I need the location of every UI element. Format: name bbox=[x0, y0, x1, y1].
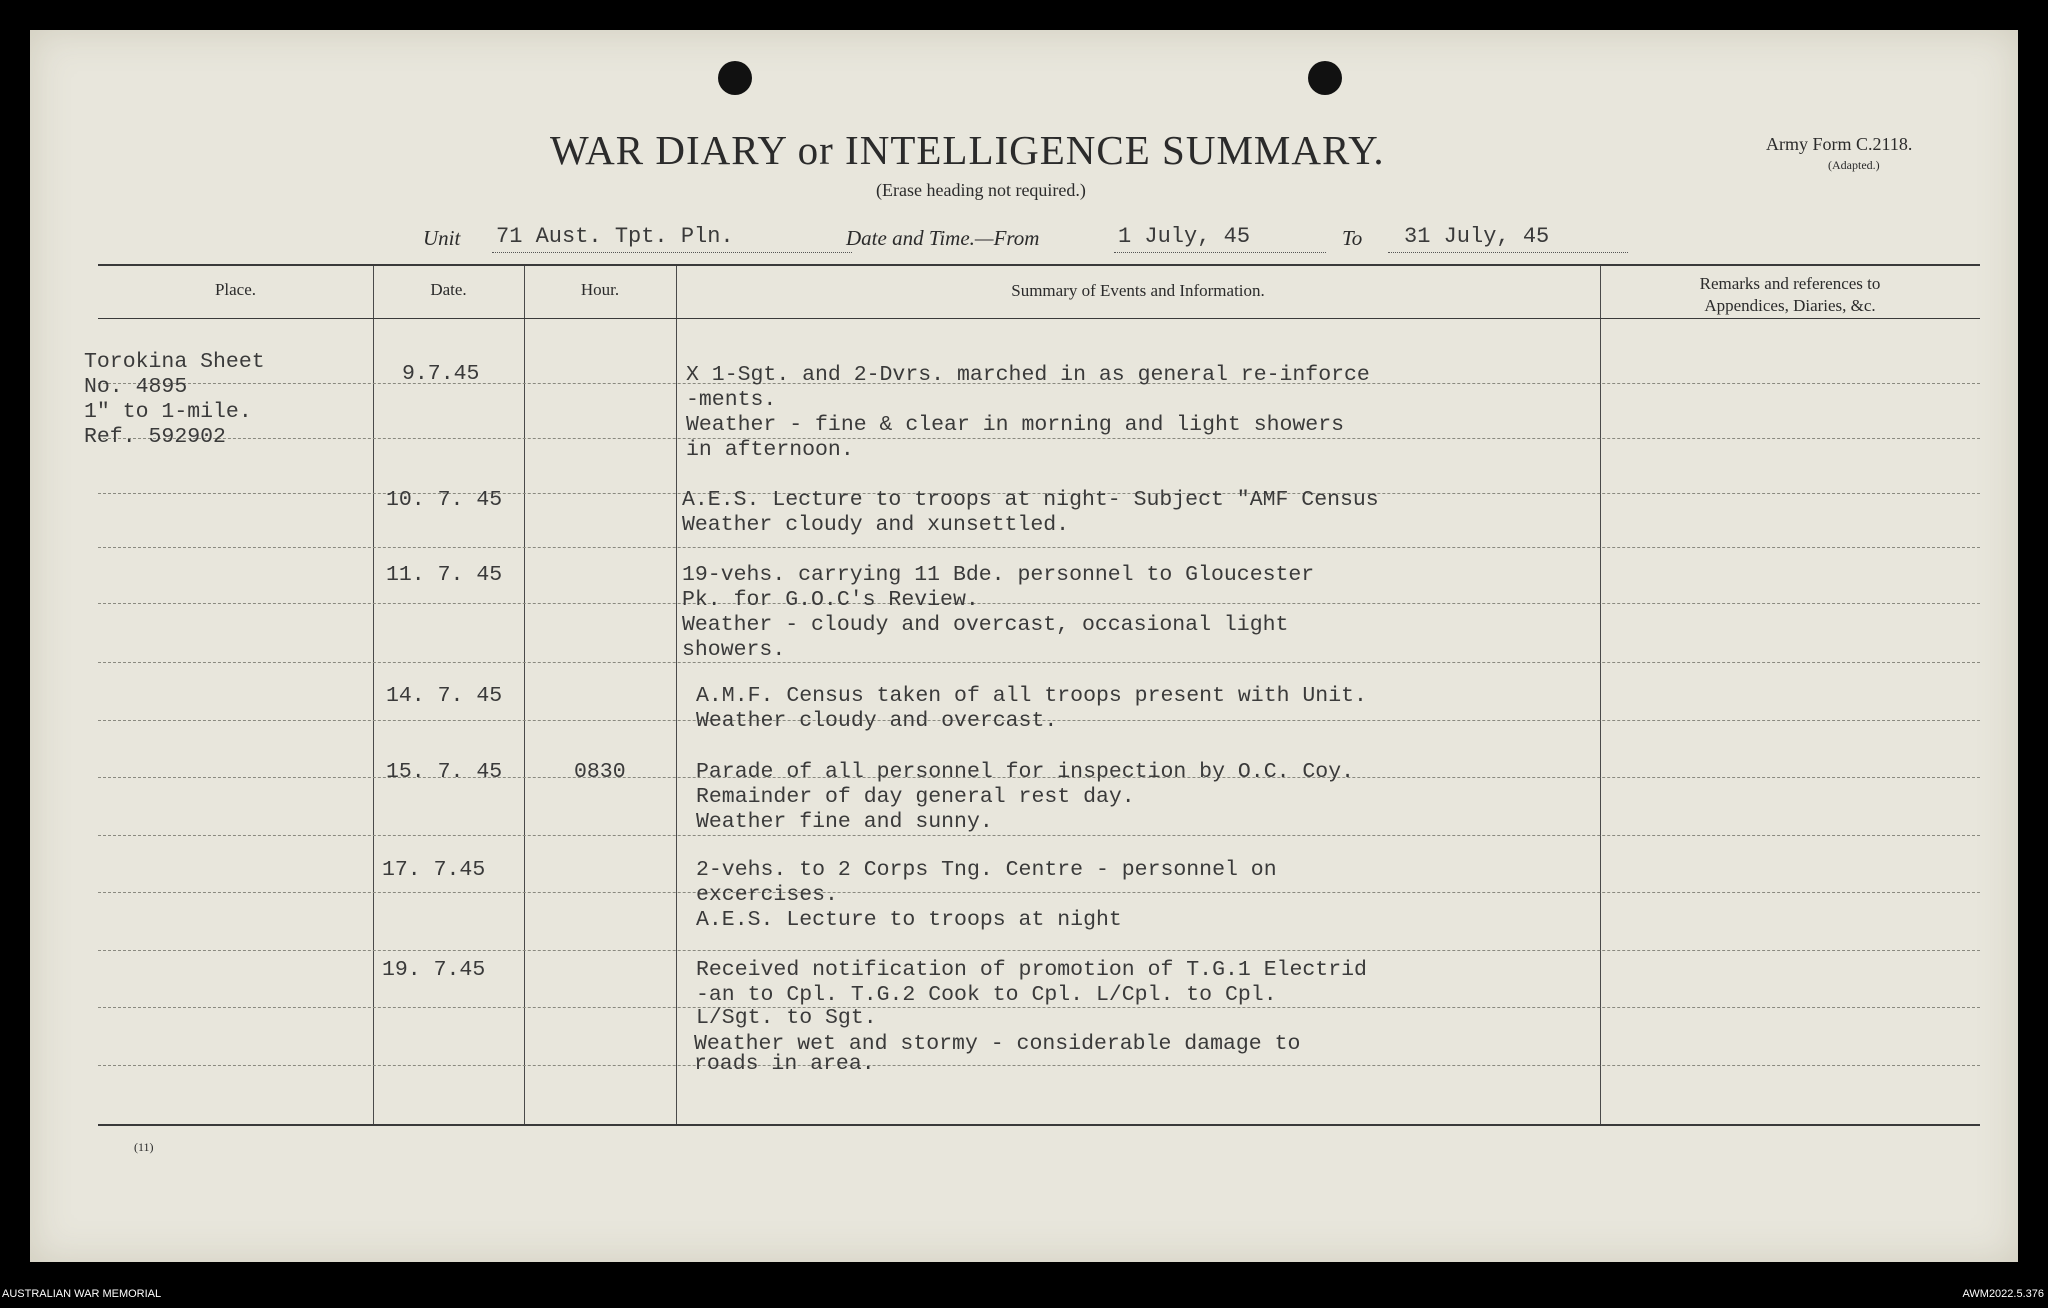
column-header-remarks-line1: Remarks and references to bbox=[1699, 274, 1881, 293]
column-divider-summary bbox=[1600, 266, 1601, 1124]
entry-line: Received notification of promotion of T.G.1 Electrid bbox=[696, 958, 1367, 982]
column-divider-hour bbox=[676, 266, 677, 1124]
entry-line: Parade of all personnel for inspection by O.C. Coy. bbox=[696, 760, 1355, 784]
army-form-number: Army Form C.2118. bbox=[1766, 134, 1913, 154]
entry-line: L/Sgt. to Sgt. bbox=[696, 1006, 877, 1030]
table-top-rule bbox=[98, 264, 1980, 266]
date-from-value: 1 July, 45 bbox=[1118, 224, 1251, 249]
entry-line: roads in area. bbox=[694, 1052, 875, 1076]
entry-line: Pk. for G.O.C's Review. bbox=[682, 588, 979, 612]
column-divider-place bbox=[373, 266, 374, 1124]
punch-hole-left bbox=[718, 61, 752, 95]
unit-label: Unit bbox=[423, 226, 461, 250]
entry-line: Weather - fine & clear in morning and light showers bbox=[686, 413, 1345, 437]
catalogue-number: AWM2022.5.376 bbox=[1962, 1288, 2044, 1300]
table-bottom-rule bbox=[98, 1124, 1980, 1126]
entry-line: Weather fine and sunny. bbox=[696, 810, 993, 834]
entry-line: excercises. bbox=[696, 883, 838, 907]
entry-line: 2-vehs. to 2 Corps Tng. Centre - personnel on bbox=[696, 858, 1277, 882]
punch-hole-right bbox=[1308, 61, 1342, 95]
ruled-line bbox=[98, 438, 1980, 439]
ruled-line bbox=[98, 603, 1980, 604]
entry-line: X 1-Sgt. and 2-Dvrs. marched in as general re-inforce bbox=[686, 363, 1370, 387]
entry-line: in afternoon. bbox=[686, 438, 854, 462]
diary-page bbox=[30, 30, 2018, 1262]
entry-line: Weather - cloudy and overcast, occasional light bbox=[682, 613, 1289, 637]
column-header-remarks-line2: Appendices, Diaries, &c. bbox=[1704, 296, 1876, 315]
header-row-rule bbox=[98, 318, 1980, 319]
entry-line: Weather wet and stormy - considerable damage to bbox=[694, 1032, 1301, 1056]
entry-line: Weather cloudy and xunsettled. bbox=[682, 513, 1070, 537]
ruled-line bbox=[98, 950, 1980, 951]
ruled-line bbox=[98, 835, 1980, 836]
entry-line: -ments. bbox=[686, 388, 777, 412]
place-line: Ref. 592902 bbox=[84, 425, 226, 449]
column-divider-date bbox=[524, 266, 525, 1124]
place-line: Torokina Sheet bbox=[84, 350, 265, 374]
entry-date: 17. 7.45 bbox=[382, 858, 486, 882]
unit-underline bbox=[492, 252, 852, 253]
page-subtitle: (Erase heading not required.) bbox=[876, 180, 1086, 200]
ruled-line bbox=[98, 892, 1980, 893]
entry-line: Weather cloudy and overcast. bbox=[696, 709, 1058, 733]
column-header-summary: Summary of Events and Information. bbox=[1011, 281, 1265, 300]
entry-line: A.E.S. Lecture to troops at night bbox=[696, 908, 1122, 932]
adapted-note: (Adapted.) bbox=[1828, 158, 1880, 172]
to-underline bbox=[1388, 252, 1628, 253]
entry-line: -an to Cpl. T.G.2 Cook to Cpl. L/Cpl. to Cpl. bbox=[696, 983, 1277, 1007]
column-header-hour: Hour. bbox=[580, 280, 620, 299]
entry-hour: 0830 bbox=[574, 760, 626, 784]
archive-credit: AUSTRALIAN WAR MEMORIAL bbox=[2, 1288, 162, 1300]
form-code: (11) bbox=[134, 1140, 154, 1154]
entry-date: 15. 7. 45 bbox=[386, 760, 503, 784]
from-underline bbox=[1114, 252, 1326, 253]
entry-line: A.M.F. Census taken of all troops present with Unit. bbox=[696, 684, 1367, 708]
entry-line: Remainder of day general rest day. bbox=[696, 785, 1135, 809]
entry-date: 9.7.45 bbox=[402, 362, 480, 386]
entry-date: 11. 7. 45 bbox=[386, 563, 503, 587]
column-header-place: Place. bbox=[214, 280, 257, 299]
ruled-line bbox=[98, 1065, 1980, 1066]
column-header-date: Date. bbox=[430, 280, 467, 299]
page-title: WAR DIARY or INTELLIGENCE SUMMARY. bbox=[550, 127, 1385, 173]
to-label: To bbox=[1342, 226, 1363, 250]
entry-date: 14. 7. 45 bbox=[386, 684, 503, 708]
ruled-line bbox=[98, 547, 1980, 548]
unit-value: 71 Aust. Tpt. Pln. bbox=[496, 224, 734, 249]
date-label: Date and Time.—From bbox=[846, 226, 1040, 250]
entry-line: 19-vehs. carrying 11 Bde. personnel to Gloucester bbox=[682, 563, 1315, 587]
ruled-line bbox=[98, 662, 1980, 663]
place-line: No. 4895 bbox=[84, 375, 188, 399]
place-line: 1" to 1-mile. bbox=[84, 400, 252, 424]
entry-line: A.E.S. Lecture to troops at night- Subject "AMF Census bbox=[682, 488, 1379, 512]
entry-line: showers. bbox=[682, 638, 786, 662]
entry-date: 19. 7.45 bbox=[382, 958, 486, 982]
entry-date: 10. 7. 45 bbox=[386, 488, 503, 512]
date-to-value: 31 July, 45 bbox=[1404, 224, 1550, 249]
